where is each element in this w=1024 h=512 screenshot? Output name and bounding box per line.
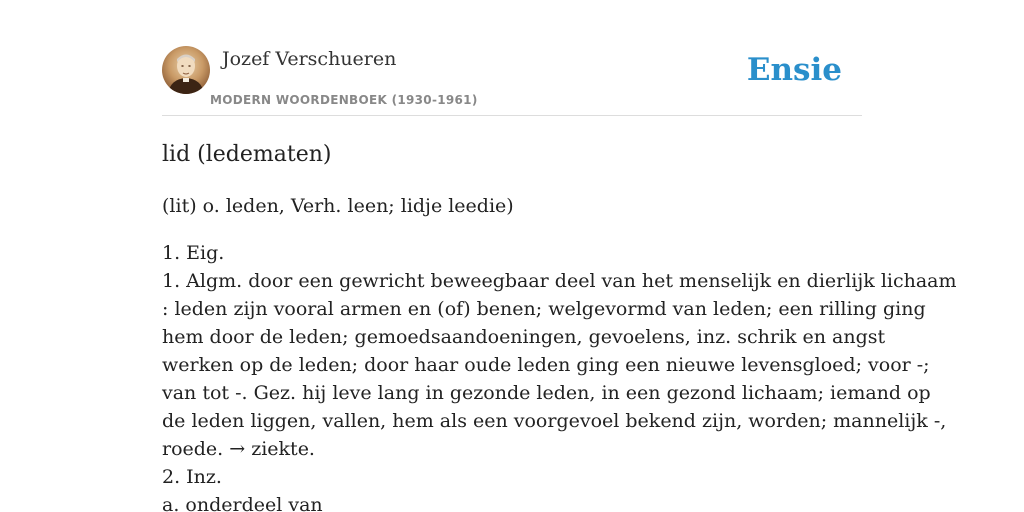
- definition-line: van tot -. Gez. hij leve lang in gezonde leden, in een gezond lichaam; iemand op: [162, 382, 931, 404]
- definition-line: werken op de leden; door haar oude leden ging een nieuwe levensgloed; voor -;: [162, 354, 930, 376]
- portrait-image: [162, 46, 210, 94]
- author-avatar[interactable]: [162, 46, 210, 94]
- definition-line: a. onderdeel van: [162, 494, 323, 512]
- header: [162, 46, 862, 116]
- entry-definition: [162, 239, 957, 512]
- definition-line: hem door de leden; gemoedsaandoeningen, gevoelens, inz. schrik en angst: [162, 326, 886, 348]
- entry-title: lid (ledematen): [162, 142, 332, 167]
- author-name[interactable]: Jozef Verschueren: [222, 48, 397, 70]
- definition-line: : leden zijn vooral armen en (of) benen; welgevormd van leden; een rilling ging: [162, 298, 926, 320]
- definition-line: roede. → ziekte.: [162, 438, 315, 460]
- definition-line: 2. Inz.: [162, 466, 222, 488]
- definition-line: de leden liggen, vallen, hem als een voorgevoel bekend zijn, worden; mannelijk -,: [162, 410, 947, 432]
- header-divider: [162, 115, 862, 116]
- source-label[interactable]: MODERN WOORDENBOEK (1930-1961): [210, 93, 478, 107]
- entry-grammar: (lit) o. leden, Verh. leen; lidje leedie): [162, 195, 514, 217]
- brand-logo[interactable]: Ensie: [746, 52, 842, 88]
- definition-line: 1. Eig.: [162, 242, 225, 264]
- definition-line: 1. Algm. door een gewricht beweegbaar deel van het menselijk en dierlijk lichaam: [162, 270, 957, 292]
